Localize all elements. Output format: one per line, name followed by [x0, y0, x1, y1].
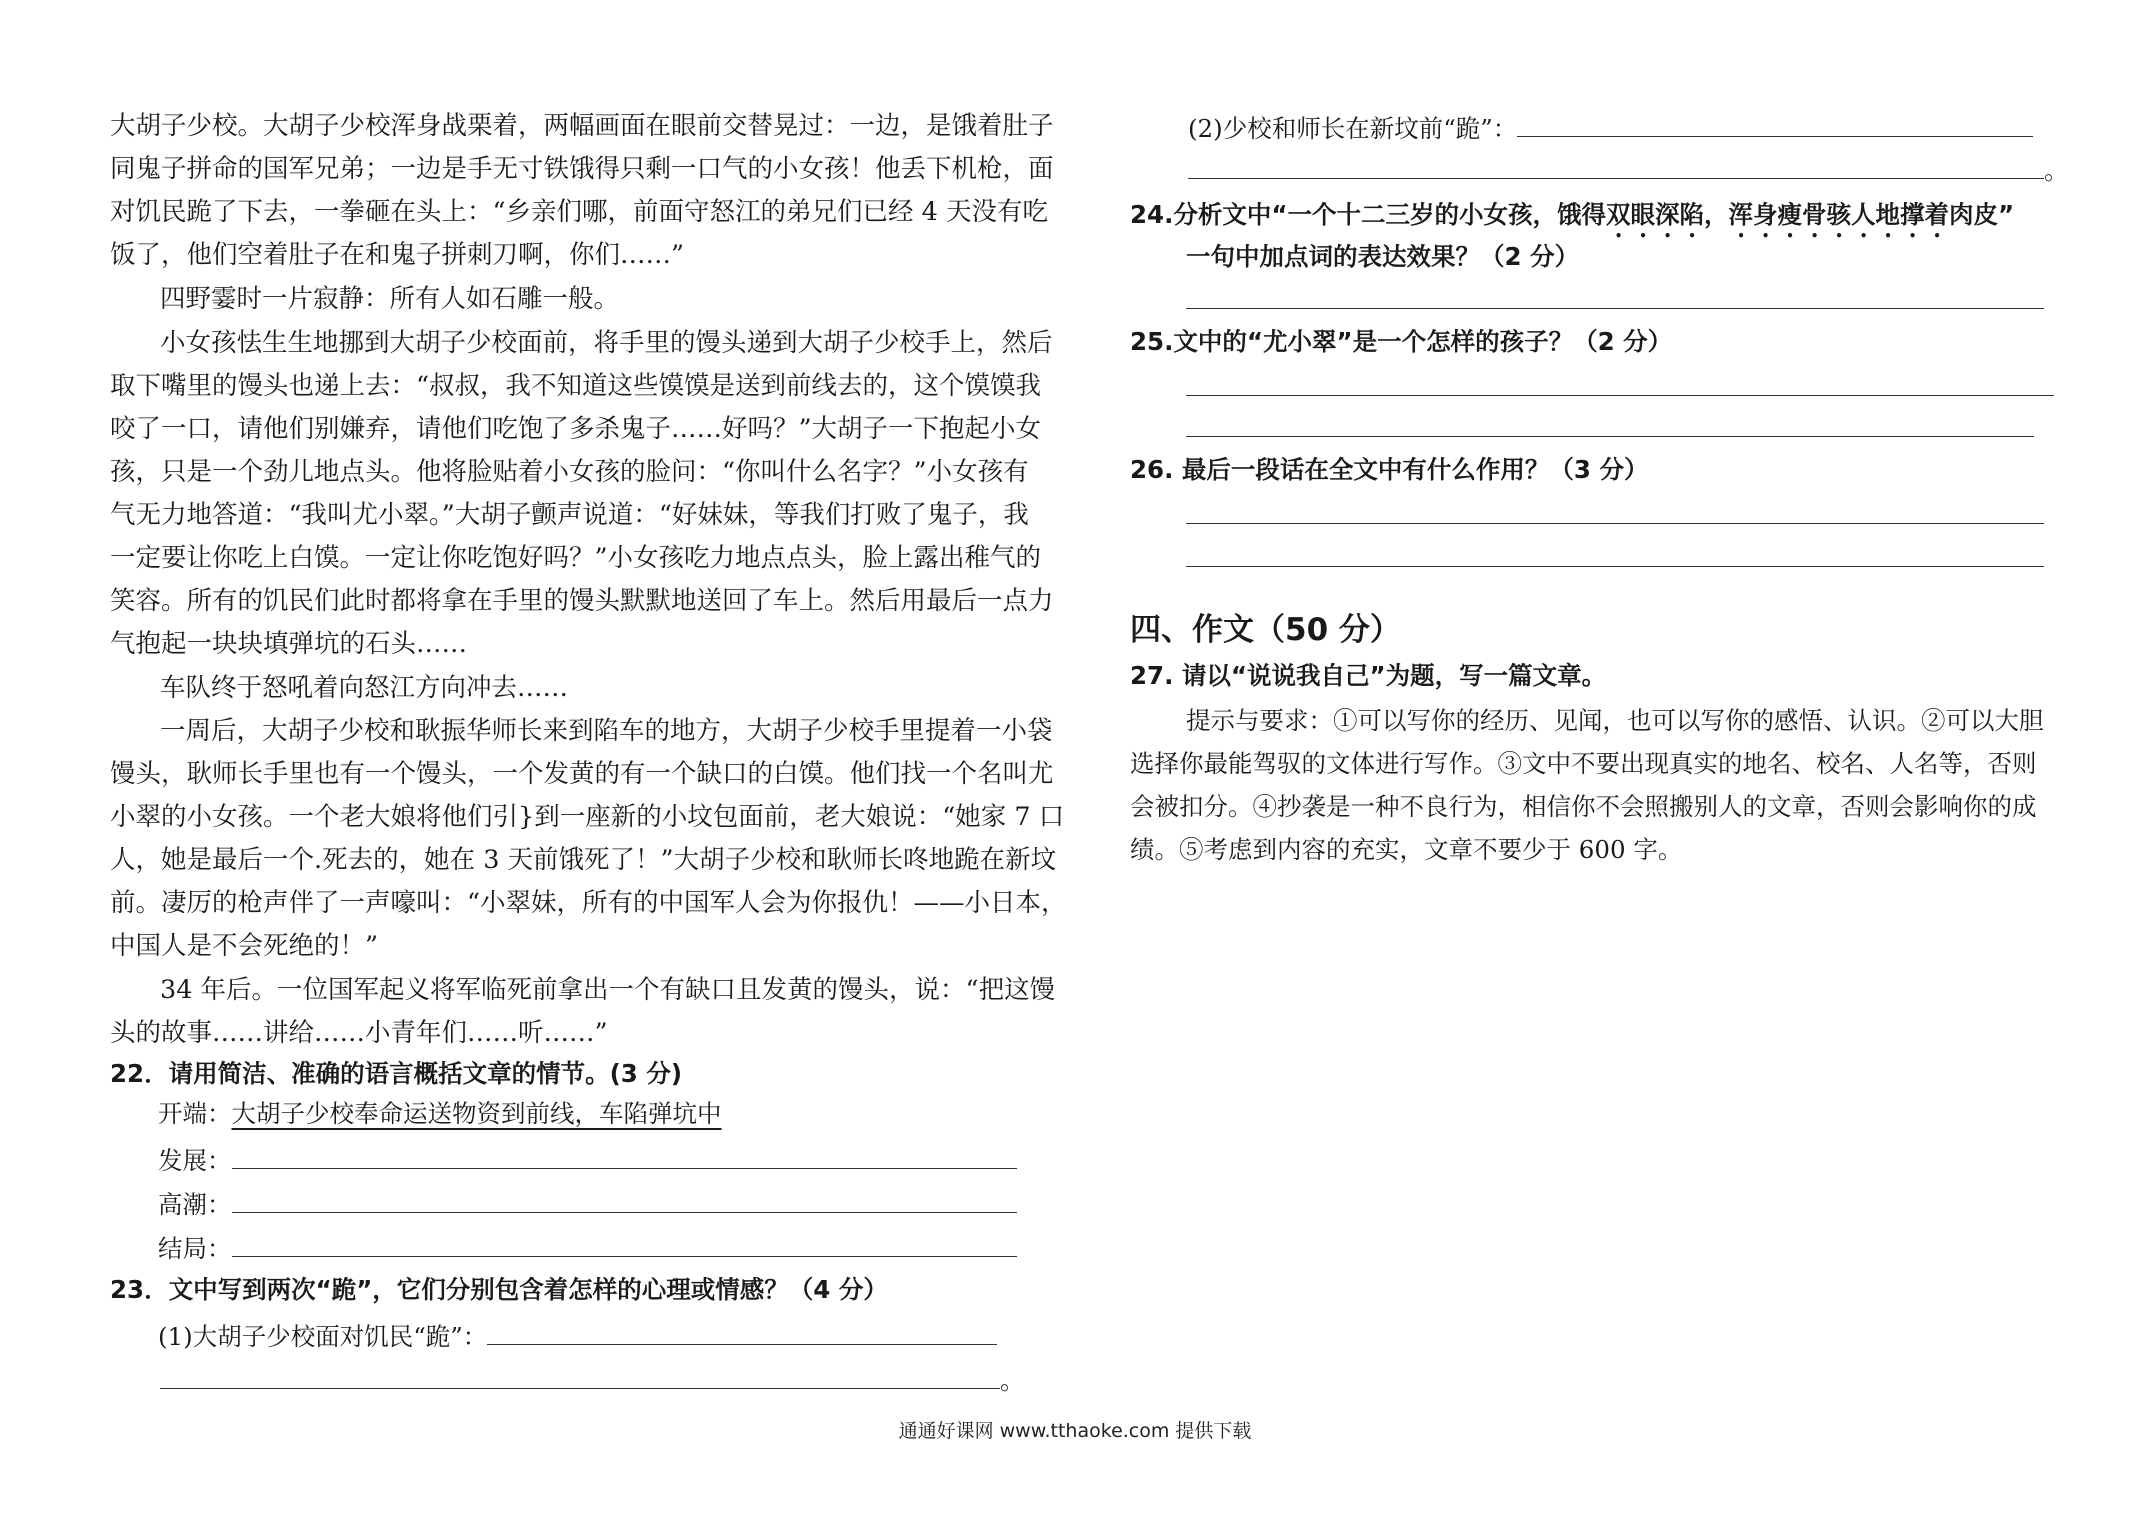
q22-ending-label: 结局： [158, 1234, 232, 1263]
q22-ending-row [158, 1228, 1017, 1269]
passage-line: 大胡子少校。大胡子少校浑身战栗着，两幅画面在眼前交替晃过：一边，是饿着肚子 [110, 111, 1054, 141]
passage-line: 取下嘴里的馒头也递上去：“叔叔，我不知道这些馍馍是送到前线去的，这个馍馍我 [110, 371, 1042, 401]
essay-requirement-line: 会被扣分。④抄袭是一种不良行为，相信你不会照搬别人的文章，否则会影响你的成 [1130, 792, 2037, 821]
q22-climax-row [158, 1184, 1017, 1225]
question-24-title [1130, 195, 2014, 243]
page-footer: 通通好课网 www.tthaoke.com 提供下载 [898, 1420, 1252, 1442]
question-26-title: 26. 最后一段话在全文中有什么作用？（3 分） [1130, 455, 1649, 484]
q22-climax-label: 高潮： [158, 1190, 232, 1219]
essay-requirement-line: 选择你最能驾驭的文体进行写作。③文中不要出现真实的地名、校名、人名等，否则 [1130, 749, 2037, 778]
passage-line: 馒头，耿师长手里也有一个馒头，一个发黄的有一个缺口的白馍。他们找一个名叫尤 [110, 759, 1054, 789]
passage-line: 同鬼子拼命的国军兄弟；一边是手无寸铁饿得只剩一口气的小女孩！他丢下机枪，面 [110, 154, 1054, 184]
q23-item2-row [1188, 108, 2033, 149]
passage-line: 孩，只是一个劲儿地点头。他将脸贴着小女孩的脸问：“你叫什么名字？”小女孩有 [110, 457, 1029, 487]
passage-line: 咬了一口，请他们别嫌弃，请他们吃饱了多杀鬼子……好吗？”大胡子一下抱起小女 [110, 414, 1042, 444]
q23-item1-answer-blank-2[interactable] [160, 1360, 1000, 1389]
passage-line: 车队终于怒吼着向怒江方向冲去…… [160, 673, 569, 703]
passage-line: 小女孩怯生生地挪到大胡子少校面前，将手里的馒头递到大胡子少校手上，然后 [160, 328, 1053, 358]
passage-line: 中国人是不会死绝的！” [110, 931, 379, 961]
passage-line: 头的故事……讲给……小青年们……听……” [110, 1018, 608, 1048]
passage-line: 笑容。所有的饥民们此时都将拿在手里的馒头默默地送回了车上。然后用最后一点力 [110, 586, 1054, 616]
q26-answer-line-1[interactable] [1186, 523, 2044, 524]
passage-line: 气抱起一块块填弹坑的石头…… [110, 629, 468, 659]
q22-climax-answer-blank[interactable] [232, 1184, 1017, 1213]
q22-opening-label: 开端： [158, 1099, 232, 1128]
q22-development-label: 发展： [158, 1146, 232, 1175]
question-22-title: 22．请用简洁、准确的语言概括文章的情节。(3 分) [110, 1059, 683, 1088]
essay-requirement-line: 提示与要求：①可以写你的经历、见闻，也可以写你的感悟、认识。②可以大胆 [1186, 706, 2044, 735]
q22-development-row [158, 1140, 1017, 1181]
q23-item1-row [158, 1316, 997, 1357]
q22-opening-answer: 大胡子少校奉命运送物资到前线，车陷弹坑中 [231, 1099, 722, 1128]
passage-line: 人，她是最后一个.死去的，她在 3 天前饿死了！”大胡子少校和耿师长咚地跪在新坟 [110, 845, 1057, 875]
q24-title-part: 肉皮” [1949, 200, 2015, 229]
q24-dotted-phrase-1: 双眼深陷 [1606, 200, 1705, 229]
passage-line: 四野霎时一片寂静：所有人如石雕一般。 [160, 284, 620, 314]
q23-item2-continuation-row [1188, 150, 2069, 191]
q24-title-part: ， [1704, 200, 1729, 229]
q22-opening-row [158, 1094, 722, 1134]
passage-line: 小翠的小女孩。一个老大娘将他们引}到一座新的小坟包面前，老大娘说：“她家 7 口 [110, 802, 1065, 832]
question-24-title-line2: 一句中加点词的表达效果？（2 分） [1186, 242, 1580, 271]
q23-item2-answer-blank-2[interactable] [1188, 150, 2044, 179]
passage-line: 气无力地答道：“我叫尤小翠。”大胡子颤声说道：“好妹妹，等我们打败了鬼子，我 [110, 500, 1029, 530]
q23-end-mark: 。 [1000, 1366, 1025, 1395]
q24-answer-line[interactable] [1186, 308, 2044, 309]
q26-answer-line-2[interactable] [1186, 566, 2044, 567]
passage-line: 一定要让你吃上白馍。一定让你吃饱好吗？”小女孩吃力地点点头，脸上露出稚气的 [110, 543, 1042, 573]
q25-answer-line-2[interactable] [1186, 436, 2034, 437]
q22-ending-answer-blank[interactable] [232, 1228, 1017, 1257]
q24-title-part: 24.分析文中“一个十二三岁的小女孩，饿得 [1130, 200, 1607, 229]
q24-dotted-phrase-2: 浑身瘦骨骇人地撑着 [1728, 200, 1950, 229]
passage-line: 饭了，他们空着肚子在和鬼子拼刺刀啊，你们……” [110, 240, 685, 270]
q23-item1-continuation-row [160, 1360, 1025, 1401]
q22-development-answer-blank[interactable] [232, 1140, 1017, 1169]
q23-item2-label: (2)少校和师长在新坟前“跪”： [1188, 114, 1518, 143]
question-25-title: 25.文中的“尤小翠”是一个怎样的孩子？（2 分） [1130, 327, 1673, 356]
section-4-heading: 四、作文（50 分） [1130, 612, 1401, 648]
passage-line: 对饥民跪了下去，一拳砸在头上：“乡亲们哪，前面守怒江的弟兄们已经 4 天没有吃 [110, 197, 1048, 227]
passage-line: 前。凄厉的枪声伴了一声嚎叫：“小翠妹，所有的中国军人会为你报仇！——小日本， [110, 888, 1067, 918]
essay-requirement-line: 绩。⑤考虑到内容的充实，文章不要少于 600 字。 [1130, 835, 1683, 864]
passage-line: 一周后，大胡子少校和耿振华师长来到陷车的地方，大胡子少校手里提着一小袋 [160, 716, 1053, 746]
question-23-title: 23．文中写到两次“跪”，它们分别包含着怎样的心理或情感？（4 分） [110, 1275, 888, 1304]
q23-item1-label: (1)大胡子少校面对饥民“跪”： [158, 1322, 488, 1351]
q23-item2-answer-blank[interactable] [1517, 108, 2033, 137]
q23-end-mark-2: 。 [2044, 156, 2069, 185]
passage-line: 34 年后。一位国军起义将军临死前拿出一个有缺口且发黄的馒头，说：“把这馒 [160, 975, 1056, 1005]
q25-answer-line-1[interactable] [1186, 395, 2054, 396]
q23-item1-answer-blank[interactable] [487, 1316, 997, 1345]
question-27-title: 27. 请以“说说我自己”为题，写一篇文章。 [1130, 661, 1607, 690]
